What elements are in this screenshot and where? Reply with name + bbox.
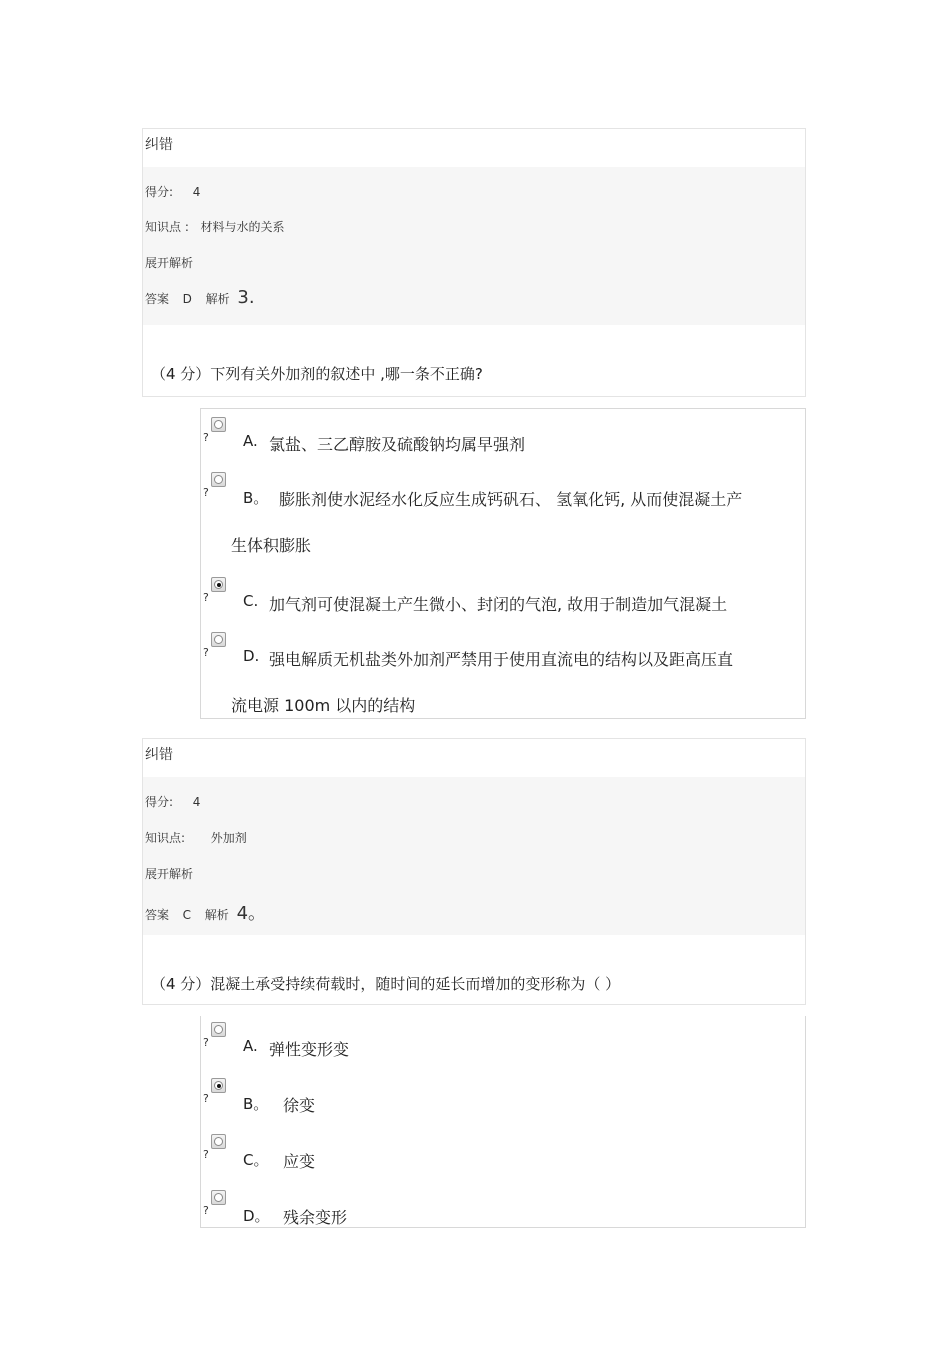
option-letter: A. (243, 432, 258, 450)
missing-glyph-mark: ? (203, 591, 209, 604)
score-value: 4 (192, 795, 201, 809)
analysis-label: 解析 (205, 292, 230, 306)
missing-glyph-mark: ? (203, 431, 209, 444)
knowledge-label: 知识点: (145, 831, 186, 845)
missing-glyph-mark: ? (203, 646, 209, 659)
report-error-link[interactable]: 纠错 (145, 137, 173, 153)
options-panel-1 (200, 408, 806, 719)
options-panel-2 (200, 1016, 806, 1228)
score-line (145, 793, 200, 810)
radio-unselected-icon[interactable] (211, 472, 226, 487)
option-letter: D。 (243, 1207, 270, 1225)
question-number: 4。 (236, 903, 267, 924)
knowledge-line (145, 829, 247, 846)
missing-glyph-mark: ? (203, 1148, 209, 1161)
option-text: 徐变 (283, 1096, 316, 1115)
report-error-link[interactable]: 纠错 (145, 747, 173, 763)
option-text-continued: 生体积膨胀 (231, 536, 312, 555)
answer-line (145, 899, 266, 925)
score-label: 得分: (145, 185, 174, 199)
expand-analysis-link[interactable]: 展开解析 (145, 256, 194, 270)
result-panel (143, 167, 805, 325)
radio-unselected-icon[interactable] (211, 417, 226, 432)
option-letter: C. (243, 592, 259, 610)
result-panel (143, 777, 805, 935)
radio-selected-icon[interactable] (211, 1078, 226, 1093)
option-text: 应变 (283, 1152, 316, 1171)
option-letter: B。 (243, 1095, 269, 1113)
option-text: 弹性变形变 (269, 1040, 350, 1059)
radio-unselected-icon[interactable] (211, 1134, 226, 1149)
missing-glyph-mark: ? (203, 1204, 209, 1217)
question-number: 3. (237, 287, 255, 308)
question-bar (143, 325, 805, 397)
answer-value: C (182, 908, 192, 922)
option-letter: B。 (243, 489, 269, 507)
radio-unselected-icon[interactable] (211, 632, 226, 647)
radio-selected-icon[interactable] (211, 577, 226, 592)
knowledge-line (145, 218, 285, 235)
answer-label: 答案 (145, 292, 170, 306)
analysis-label: 解析 (204, 908, 229, 922)
question-card-1 (142, 128, 806, 397)
score-label: 得分: (145, 795, 174, 809)
knowledge-value: 材料与水的关系 (200, 220, 285, 234)
answer-line (145, 287, 255, 308)
question-text: （4 分）混凝土承受持续荷载时，随时间的延长而增加的变形称为（ ） (151, 975, 621, 993)
knowledge-label: 知识点 : (145, 220, 189, 234)
score-value: 4 (192, 185, 201, 199)
feedback-header (143, 129, 805, 167)
option-text: 加气剂可使混凝土产生微小、封闭的气泡, 故用于制造加气混凝土 (269, 595, 728, 614)
missing-glyph-mark: ? (203, 486, 209, 499)
option-text: 残余变形 (283, 1208, 348, 1227)
missing-glyph-mark: ? (203, 1036, 209, 1049)
option-letter: A. (243, 1037, 258, 1055)
option-text-continued: 流电源 100m 以内的结构 (231, 696, 416, 715)
score-line (145, 183, 200, 200)
option-text: 强电解质无机盐类外加剂严禁用于使用直流电的结构以及距高压直 (269, 650, 734, 669)
radio-unselected-icon[interactable] (211, 1022, 226, 1037)
radio-unselected-icon[interactable] (211, 1190, 226, 1205)
question-text: （4 分）下列有关外加剂的叙述中 ,哪一条不正确? (151, 365, 483, 383)
question-bar (143, 935, 805, 1005)
option-text: 膨胀剂使水泥经水化反应生成钙矾石、 氢氧化钙, 从而使混凝土产 (279, 490, 743, 509)
expand-analysis-link[interactable]: 展开解析 (145, 867, 194, 881)
answer-label: 答案 (145, 908, 170, 922)
feedback-header (143, 739, 805, 777)
knowledge-value: 外加剂 (210, 831, 247, 845)
option-letter: D. (243, 647, 260, 665)
missing-glyph-mark: ? (203, 1092, 209, 1105)
question-card-2 (142, 738, 806, 1005)
option-letter: C。 (243, 1151, 269, 1169)
option-text: 氯盐、三乙醇胺及硫酸钠均属早强剂 (269, 435, 526, 454)
answer-value: D (182, 292, 192, 306)
